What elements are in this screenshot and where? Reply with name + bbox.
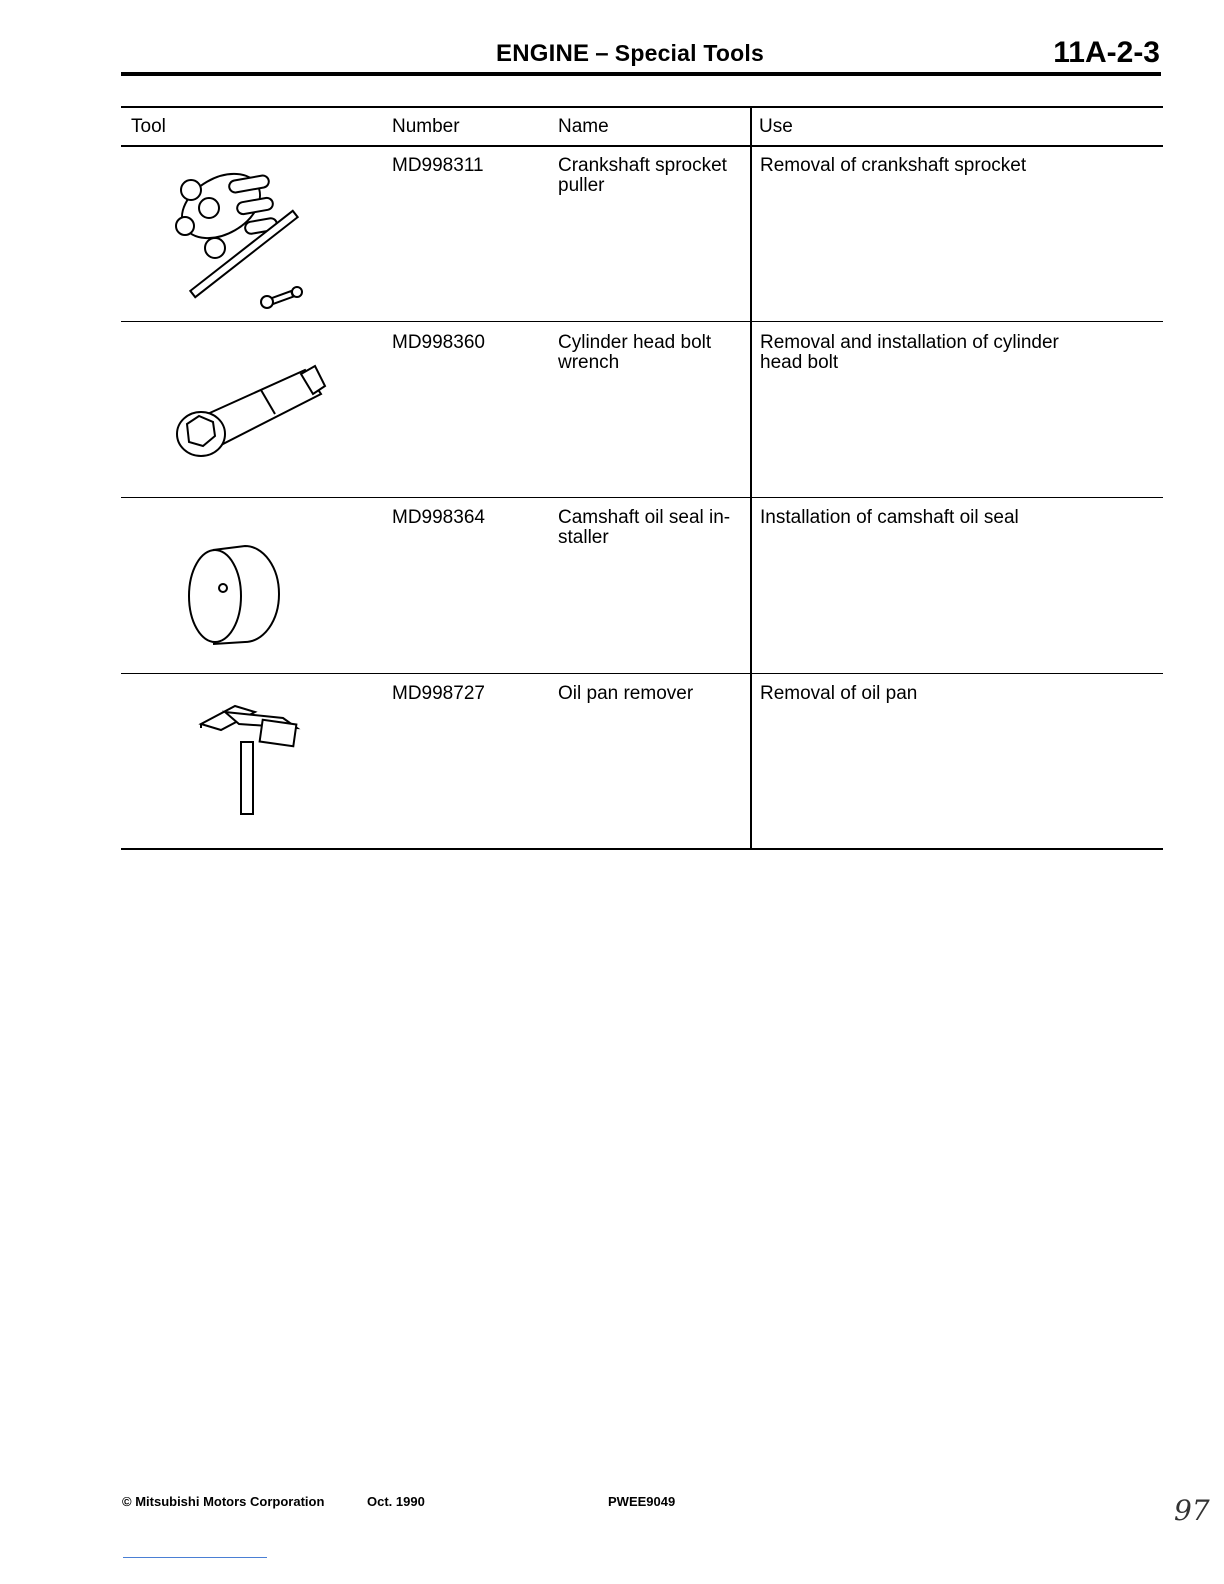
page-number: 11A-2-3 [1053,36,1160,69]
tool-name-line: Oil pan remover [558,683,694,704]
tool-number: MD998311 [392,155,484,176]
tool-use-line: Removal of oil pan [760,683,918,704]
tool-name-line: staller [558,527,609,548]
column-header-number: Number [392,116,460,137]
title-dash: – [595,40,609,67]
tool-name [558,684,743,704]
tool-name-line: wrench [558,352,620,373]
tool-name [558,156,743,196]
row-divider [121,321,1163,322]
tool-use [760,508,1140,528]
column-header-use: Use [759,116,793,137]
table-bottom-rule [121,848,1163,850]
tool-use [760,684,1140,704]
table-top-rule [121,106,1163,108]
scan-edge-line [123,1557,267,1558]
tool-use-line: Installation of camshaft oil seal [760,507,1019,528]
cylinder-head-bolt-wrench-icon [165,364,335,464]
footer-copyright: © Mitsubishi Motors Corporation [122,1494,325,1509]
tool-use-line: Removal and installation of cylinder [760,332,1059,353]
tool-number: MD998360 [392,332,485,353]
tool-use [760,333,1140,373]
tool-use-line: head bolt [760,352,839,373]
column-header-tool: Tool [131,116,166,137]
tool-number: MD998364 [392,507,485,528]
handwritten-page-mark: 97 [1174,1494,1210,1527]
tool-name-line: Crankshaft sprocket [558,155,727,176]
tool-name-line: Camshaft oil seal in- [558,507,731,528]
tool-number: MD998727 [392,683,485,704]
crankshaft-sprocket-puller-icon [161,158,321,328]
header-bottom-rule [121,145,1163,147]
oil-pan-remover-icon [195,698,305,822]
camshaft-oil-seal-installer-icon [183,540,293,650]
header-rule [121,72,1161,76]
tool-name-line: puller [558,175,605,196]
tool-use-line: Removal of crankshaft sprocket [760,155,1027,176]
row-divider [121,673,1163,674]
tool-name [558,333,743,373]
title-main: ENGINE [496,40,590,67]
footer-date: Oct. 1990 [367,1494,425,1509]
tool-use [760,156,1140,176]
page-title [496,40,764,68]
title-sub: Special Tools [614,40,764,66]
column-header-name: Name [558,116,609,137]
use-column-divider [750,108,752,850]
row-divider [121,497,1163,498]
tool-name [558,508,743,548]
footer-code: PWEE9049 [608,1494,676,1509]
tool-name-line: Cylinder head bolt [558,332,712,353]
